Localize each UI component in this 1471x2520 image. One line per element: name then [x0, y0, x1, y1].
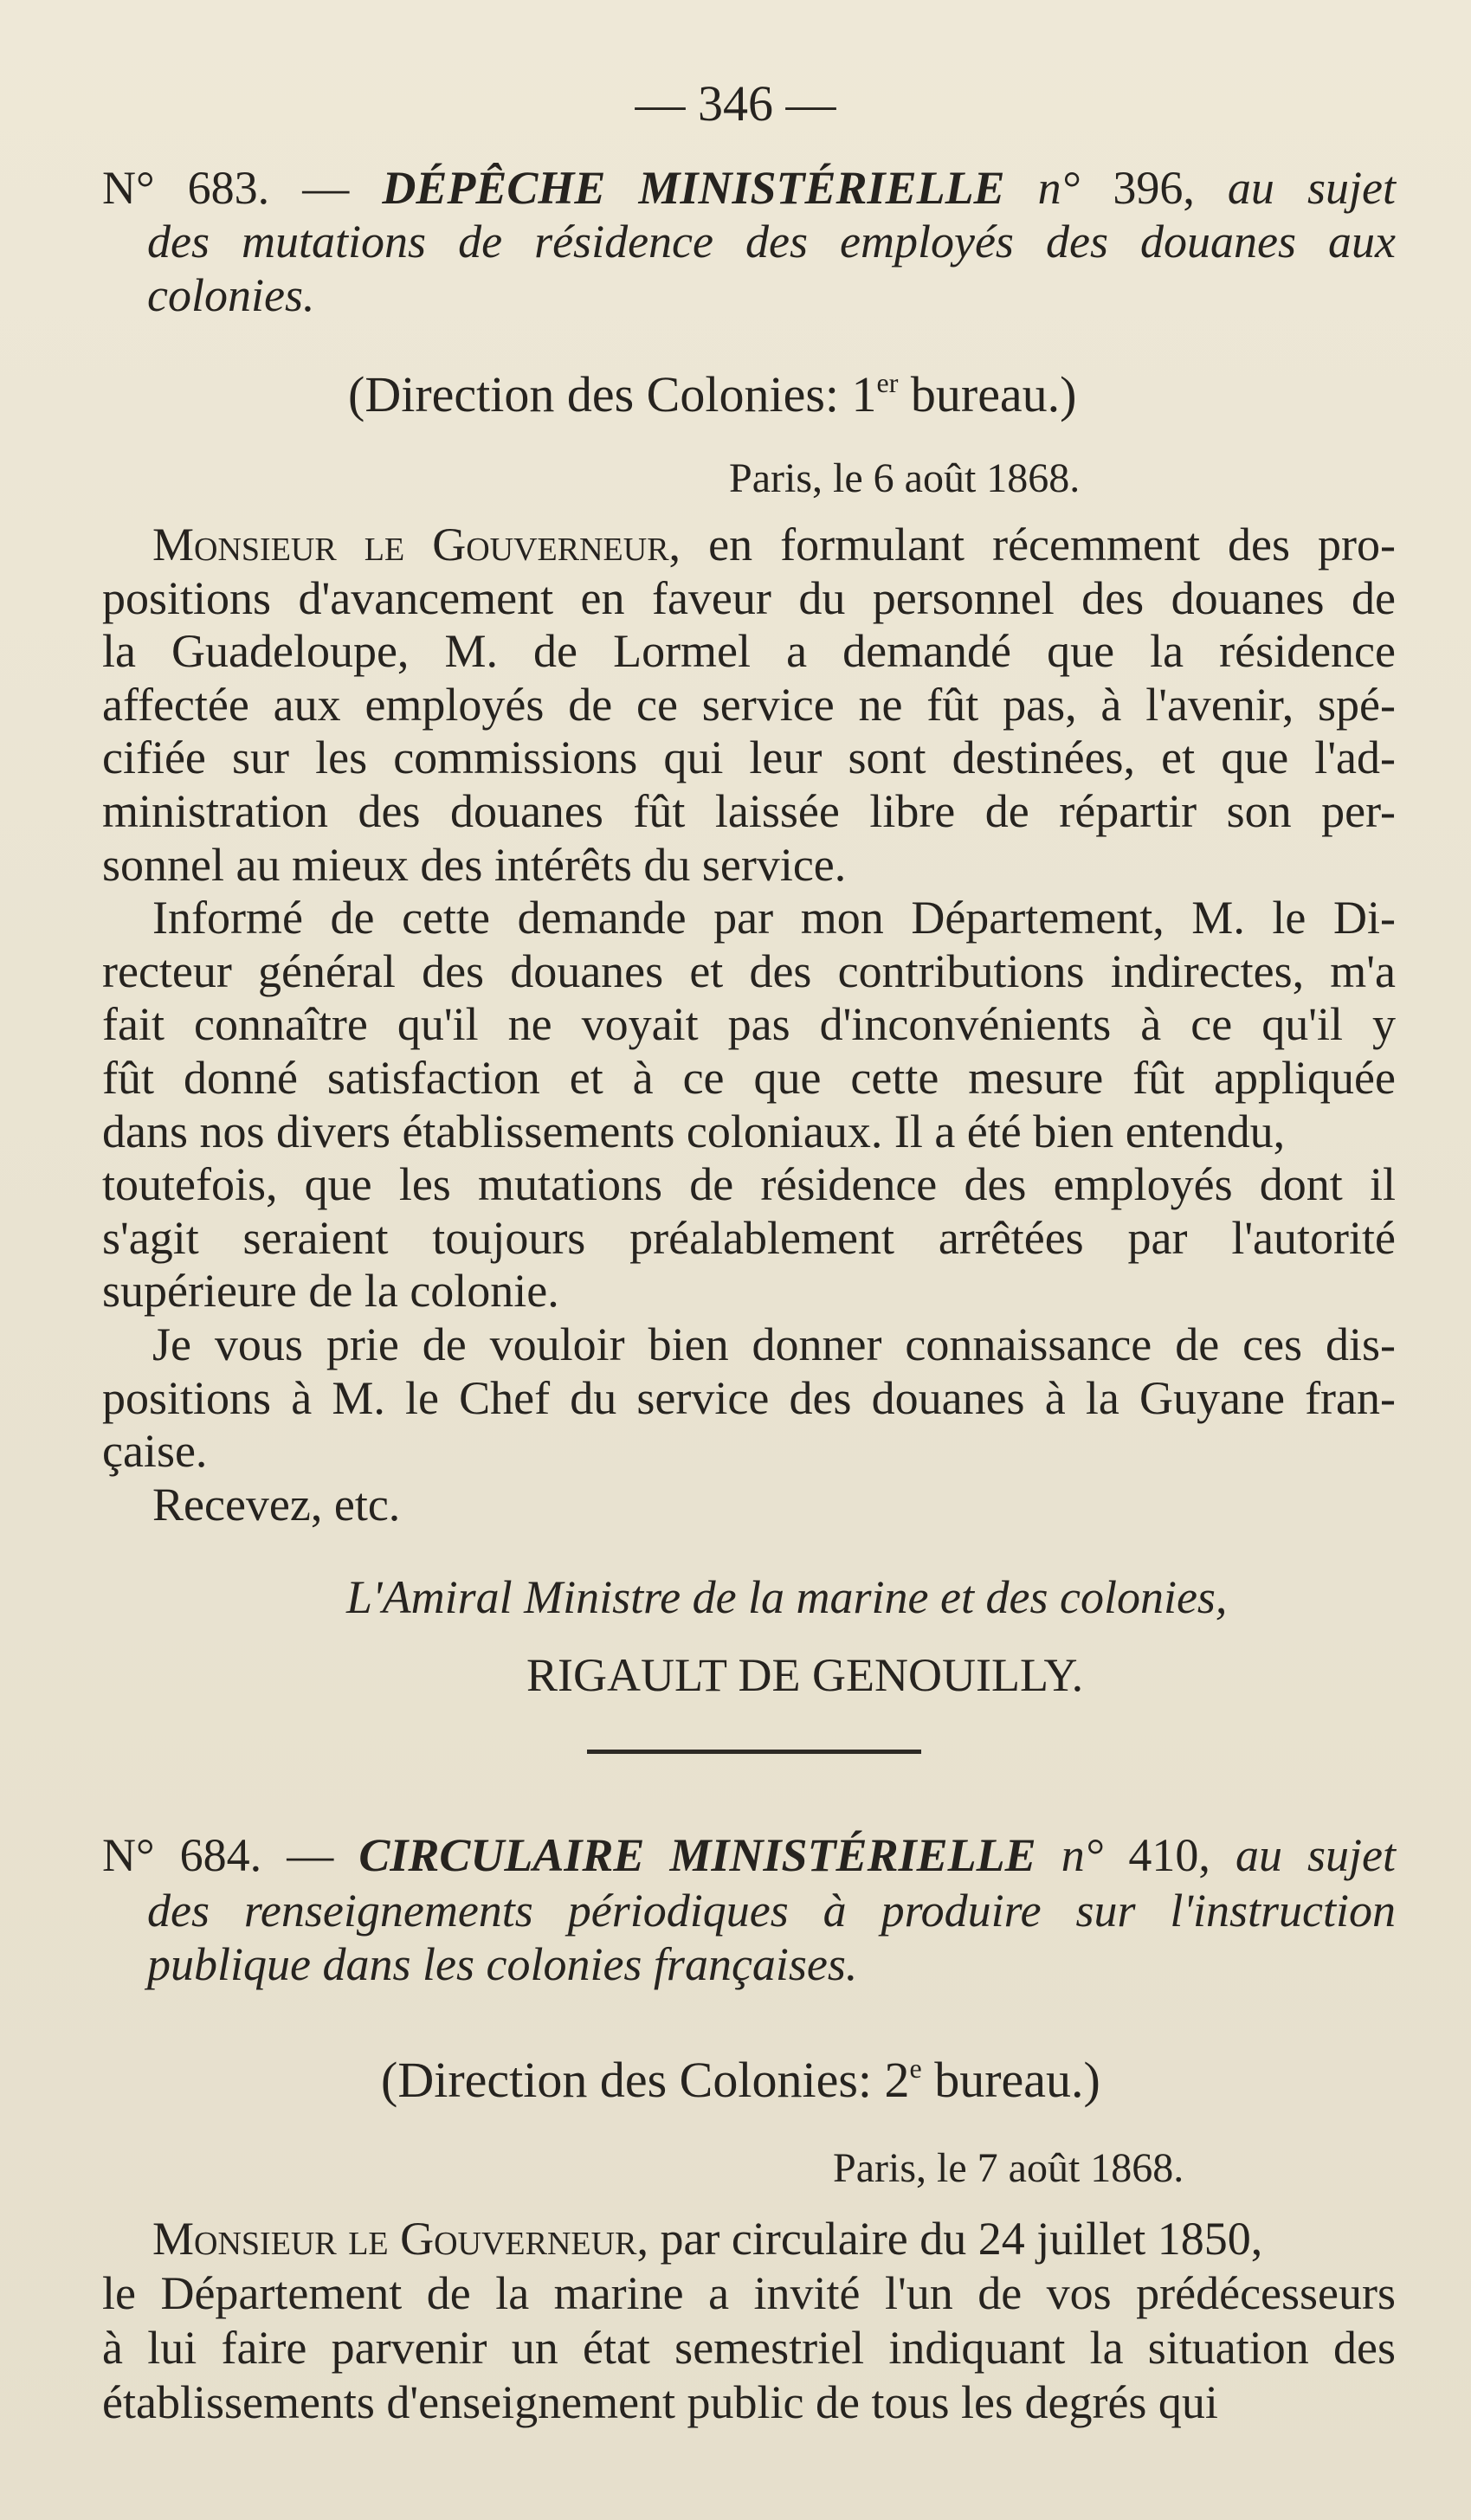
doc684-body-text: à lui faire parvenir un état semestriel indiquant la situation des [102, 2322, 1396, 2374]
doc684-title: CIRCULAIRE MINISTÉRIELLE [358, 1829, 1036, 1881]
doc684-subject: au sujet [1210, 1829, 1397, 1881]
doc683-body-line [152, 1478, 1396, 1531]
doc683-body-text: ministration des douanes fût laissée libre de répartir son per- [102, 785, 1396, 837]
doc683-body-text: çaise. [102, 1425, 208, 1478]
doc684-body-text: le Département de la marine a invité l'un de vos prédécesseurs [102, 2267, 1396, 2319]
doc683-body-line [102, 1264, 1396, 1318]
doc683-body-text: s'agit seraient toujours préalablement arrêtées par l'autorité [102, 1211, 1396, 1264]
doc684-body-line [102, 2266, 1396, 2320]
doc683-body-text: la Guadeloupe, M. de Lormel a demandé que la résidence [102, 625, 1396, 678]
doc683-body-text: toutefois, que les mutations de résidence des employés dont il [102, 1158, 1396, 1211]
doc683-body-line [152, 891, 1396, 944]
doc683-body-line [102, 1157, 1396, 1211]
doc684-direction-sup: e [909, 2053, 922, 2084]
doc684-salutation: Monsieur le Gouverneur [152, 2213, 637, 2265]
doc684-num: 410, [1103, 1829, 1210, 1881]
doc683-body-line [102, 624, 1396, 678]
doc683-subject: au sujet [1194, 162, 1396, 214]
doc683-body-line [102, 1424, 1396, 1478]
doc684-body-line [152, 2212, 1396, 2265]
doc684-direction-prefix: (Direction des Colonies: 2 [381, 2052, 910, 2108]
doc683-body-line [102, 571, 1396, 625]
doc683-num: 396, [1080, 162, 1195, 214]
doc683-heading-line1 [102, 161, 1396, 215]
doc683-dash: — [269, 162, 383, 214]
section-divider [587, 1750, 921, 1754]
doc683-body-text: fait connaître qu'il ne voyait pas d'inconvénients à ce qu'il y [102, 998, 1396, 1051]
doc683-heading-line2: des mutations de résidence des employés des douanes aux [147, 216, 1396, 267]
doc683-body-line [102, 1105, 1396, 1158]
doc683-direction [348, 368, 1077, 422]
doc683-direction-sup: er [876, 367, 899, 398]
doc683-date: Paris, le 6 août 1868. [729, 455, 1081, 501]
doc684-heading-line3: publique dans les colonies françaises. [147, 1938, 858, 1990]
doc683-body-line [102, 997, 1396, 1051]
doc683-body-text: Informé de cette demande par mon Département, M. le Di- [152, 892, 1396, 944]
doc684-dash: — [261, 1829, 359, 1881]
doc683-body-text: fût donné satisfaction et à ce que cette mesure fût appliquée [102, 1052, 1396, 1104]
doc683-body-text: supérieure de la colonie. [102, 1265, 559, 1318]
doc683-direction-prefix: (Direction des Colonies: 1 [348, 366, 877, 422]
doc684-direction [381, 2053, 1100, 2107]
doc683-body-text: recteur général des douanes et des contributions indirectes, m'a [102, 944, 1396, 997]
doc683-body-line [102, 1211, 1396, 1265]
doc683-salutation: Monsieur le Gouverneur [152, 519, 669, 570]
doc684-direction-suffix: bureau.) [921, 2052, 1100, 2108]
doc683-num-prefix: n° [1004, 162, 1081, 214]
doc683-direction-suffix: bureau.) [898, 366, 1077, 422]
doc683-body-line [102, 1371, 1396, 1425]
doc683-body-text: positions d'avancement en faveur du personnel des douanes de [102, 571, 1396, 624]
doc683-signature-name: RIGAULT DE GENOUILLY. [526, 1649, 1084, 1701]
doc683-body-text: dans nos divers établissements coloniaux. Il a été bien entendu, [102, 1105, 1286, 1157]
doc684-body-line [102, 2321, 1396, 2375]
doc683-body-line [102, 784, 1396, 838]
doc683-body-line [102, 731, 1396, 784]
doc684-body-text: établissements d'enseignement public de tous les degrés qui [102, 2376, 1218, 2428]
doc684-date: Paris, le 7 août 1868. [833, 2145, 1184, 2191]
doc683-body-text: Recevez, etc. [152, 1478, 401, 1531]
doc684-body-text: , par circulaire du 24 juillet 1850, [636, 2213, 1263, 2265]
doc683-body-line [102, 1051, 1396, 1105]
doc683-body-text: positions à M. le Chef du service des douanes à la Guyane fran- [102, 1371, 1396, 1424]
doc684-num-prefix: n° [1036, 1829, 1104, 1881]
doc684-number: N° 684. [102, 1829, 262, 1881]
doc683-body-line [152, 1318, 1396, 1371]
doc684-heading-line1 [102, 1828, 1396, 1882]
page-number: — 346 — [635, 75, 836, 132]
doc683-body-text: affectée aux employés de ce service ne fût pas, à l'avenir, spé- [102, 678, 1396, 731]
doc684-heading-line2: des renseignements périodiques à produire sur l'instruction [147, 1885, 1396, 1937]
doc683-title: DÉPÊCHE MINISTÉRIELLE [382, 162, 1005, 214]
doc683-number: N° 683. [102, 162, 270, 214]
doc683-signature-title: L'Amiral Ministre de la marine et des colonies, [346, 1571, 1228, 1623]
doc683-body-line [102, 838, 1396, 892]
doc683-body-text: sonnel au mieux des intérêts du service. [102, 838, 847, 891]
doc683-body-text: , en formulant récemment des pro- [668, 519, 1397, 570]
doc683-body-text: Je vous prie de vouloir bien donner connaissance de ces dis- [152, 1318, 1396, 1370]
doc684-body-line [102, 2375, 1396, 2429]
doc683-body-line [102, 944, 1396, 998]
doc683-body-text: cifiée sur les commissions qui leur sont destinées, et que l'ad- [102, 732, 1396, 784]
doc683-heading-line3: colonies. [147, 269, 315, 321]
doc683-body-line [102, 678, 1396, 732]
doc683-body-line [152, 518, 1396, 571]
